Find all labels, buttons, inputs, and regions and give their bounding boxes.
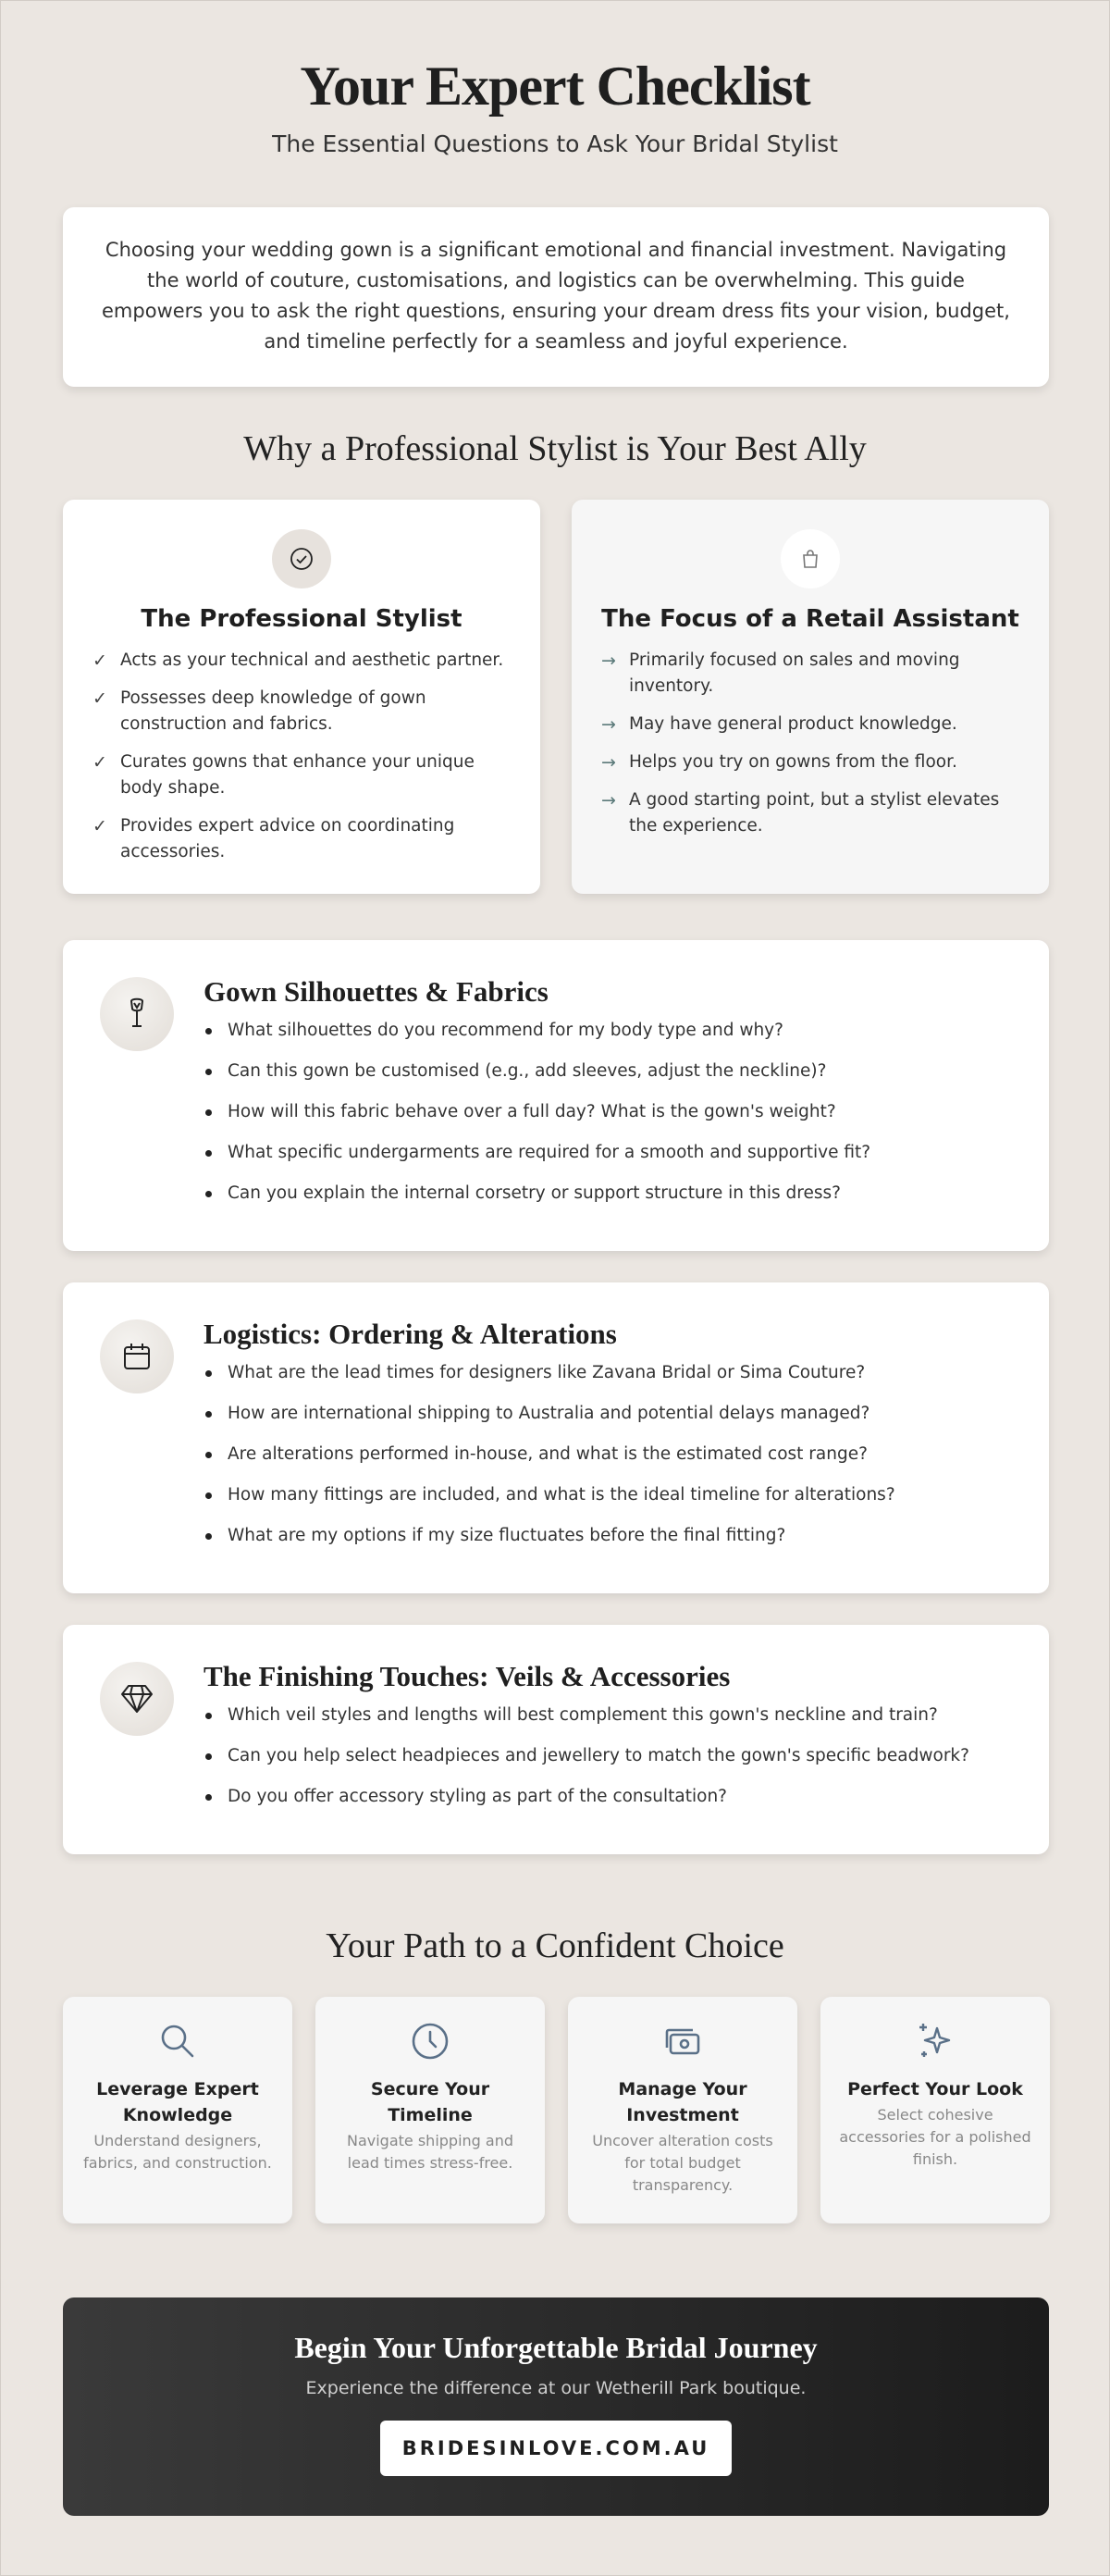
list-item bbox=[601, 787, 1019, 839]
path-step-title: Leverage Expert Knowledge bbox=[96, 2079, 259, 2125]
stylist-card bbox=[63, 500, 540, 894]
arrow-right-icon: → bbox=[601, 650, 616, 671]
list-item: Can you help select headpieces and jewellery to match the gown's specific beadwork? bbox=[204, 1743, 1012, 1769]
list-item: What are my options if my size fluctuates before the final fitting? bbox=[204, 1523, 1012, 1549]
search-icon bbox=[80, 2019, 276, 2063]
section-title: Logistics: Ordering & Alterations bbox=[204, 1318, 617, 1350]
path-step-text: Select cohesive accessories for a polished finish. bbox=[839, 2106, 1031, 2168]
list-item-text: May have general product knowledge. bbox=[629, 714, 957, 734]
path-step-card bbox=[315, 1997, 545, 2223]
arrow-right-icon: → bbox=[601, 752, 616, 773]
dress-form-icon bbox=[100, 977, 174, 1051]
list-item: Do you offer accessory styling as part of the consultation? bbox=[204, 1784, 1012, 1810]
stylist-list bbox=[92, 648, 511, 865]
question-list bbox=[204, 1703, 1012, 1810]
why-section-title: Why a Professional Stylist is Your Best Ally bbox=[243, 429, 867, 468]
check-icon: ✓ bbox=[92, 650, 107, 671]
page-title: Your Expert Checklist bbox=[300, 56, 810, 117]
list-item bbox=[601, 648, 1019, 700]
list-item-text: A good starting point, but a stylist elevates the experience. bbox=[629, 790, 1000, 836]
list-item-text: Possesses deep knowledge of gown construction and fabrics. bbox=[120, 688, 426, 734]
list-item: What specific undergarments are required for a smooth and supportive fit? bbox=[204, 1140, 1012, 1166]
website-button[interactable]: BRIDESINLOVE.COM.AU bbox=[380, 2421, 732, 2476]
sparkle-icon bbox=[837, 2019, 1033, 2063]
path-step-title: Perfect Your Look bbox=[847, 2079, 1023, 2099]
check-circle-icon bbox=[272, 529, 331, 588]
section-accessories-card bbox=[63, 1625, 1049, 1854]
stylist-card-title: The Professional Stylist bbox=[141, 605, 462, 633]
arrow-right-icon: → bbox=[601, 790, 616, 811]
intro-card bbox=[63, 207, 1049, 387]
list-item bbox=[92, 749, 511, 801]
path-step-text: Understand designers, fabrics, and construction. bbox=[83, 2132, 272, 2172]
list-item: Can this gown be customised (e.g., add sleeves, adjust the neckline)? bbox=[204, 1059, 1012, 1084]
cta-subtitle: Experience the difference at our Wetherill Park boutique. bbox=[305, 2378, 807, 2398]
list-item bbox=[92, 813, 511, 865]
cta-banner bbox=[63, 2297, 1049, 2516]
list-item: How will this fabric behave over a full day? What is the gown's weight? bbox=[204, 1099, 1012, 1125]
section-silhouettes-card bbox=[63, 940, 1049, 1251]
list-item: Are alterations performed in-house, and what is the estimated cost range? bbox=[204, 1442, 1012, 1468]
path-step-text: Navigate shipping and lead times stress-free. bbox=[346, 2132, 513, 2172]
retail-card bbox=[572, 500, 1049, 894]
calendar-icon bbox=[100, 1319, 174, 1393]
list-item-text: Helps you try on gowns from the floor. bbox=[629, 752, 957, 772]
list-item bbox=[92, 648, 511, 674]
list-item bbox=[601, 712, 1019, 737]
question-list bbox=[204, 1360, 1012, 1549]
list-item-text: Acts as your technical and aesthetic partner. bbox=[120, 650, 504, 670]
check-icon: ✓ bbox=[92, 752, 107, 773]
section-title: The Finishing Touches: Veils & Accessories bbox=[204, 1660, 731, 1692]
section-title: Gown Silhouettes & Fabrics bbox=[204, 975, 549, 1008]
question-list bbox=[204, 1018, 1012, 1207]
list-item bbox=[92, 686, 511, 737]
retail-card-title: The Focus of a Retail Assistant bbox=[601, 605, 1019, 633]
money-icon bbox=[585, 2019, 781, 2063]
path-step-card bbox=[820, 1997, 1050, 2223]
cta-title: Begin Your Unforgettable Bridal Journey bbox=[294, 2331, 818, 2364]
diamond-icon bbox=[100, 1662, 174, 1736]
list-item bbox=[601, 749, 1019, 775]
page-subtitle: The Essential Questions to Ask Your Bridal Stylist bbox=[272, 130, 838, 157]
retail-list bbox=[601, 648, 1019, 839]
path-step-title: Secure Your Timeline bbox=[370, 2079, 490, 2125]
section-logistics-card bbox=[63, 1282, 1049, 1593]
path-step-card bbox=[63, 1997, 292, 2223]
shopping-bag-icon bbox=[781, 529, 840, 588]
list-item-text: Curates gowns that enhance your unique body shape. bbox=[120, 752, 475, 798]
arrow-right-icon: → bbox=[601, 714, 616, 735]
list-item-text: Primarily focused on sales and moving inventory. bbox=[629, 650, 960, 696]
check-icon: ✓ bbox=[92, 816, 107, 836]
list-item: Which veil styles and lengths will best complement this gown's neckline and train? bbox=[204, 1703, 1012, 1728]
list-item: How are international shipping to Australia and potential delays managed? bbox=[204, 1401, 1012, 1427]
path-section-title: Your Path to a Confident Choice bbox=[326, 1926, 784, 1965]
path-step-title: Manage Your Investment bbox=[618, 2079, 747, 2125]
list-item: How many fittings are included, and what is the ideal timeline for alterations? bbox=[204, 1482, 1012, 1508]
list-item: What are the lead times for designers like Zavana Bridal or Sima Couture? bbox=[204, 1360, 1012, 1386]
list-item: Can you explain the internal corsetry or support structure in this dress? bbox=[204, 1181, 1012, 1207]
check-icon: ✓ bbox=[92, 688, 107, 709]
list-item: What silhouettes do you recommend for my body type and why? bbox=[204, 1018, 1012, 1044]
list-item-text: Provides expert advice on coordinating accessories. bbox=[120, 816, 455, 861]
intro-text: Choosing your wedding gown is a significant emotional and financial investment. Navigating the world of couture, customisations, and logistics can be overwhelming. This guide empowers you to ask the right questions, ensuring your dream dress fits your vision, budget, and timeline perfectly for a seamless and joyful experience. bbox=[102, 239, 1010, 353]
path-step-card bbox=[568, 1997, 797, 2223]
clock-icon bbox=[332, 2019, 528, 2063]
path-step-text: Uncover alteration costs for total budget transparency. bbox=[592, 2132, 773, 2194]
